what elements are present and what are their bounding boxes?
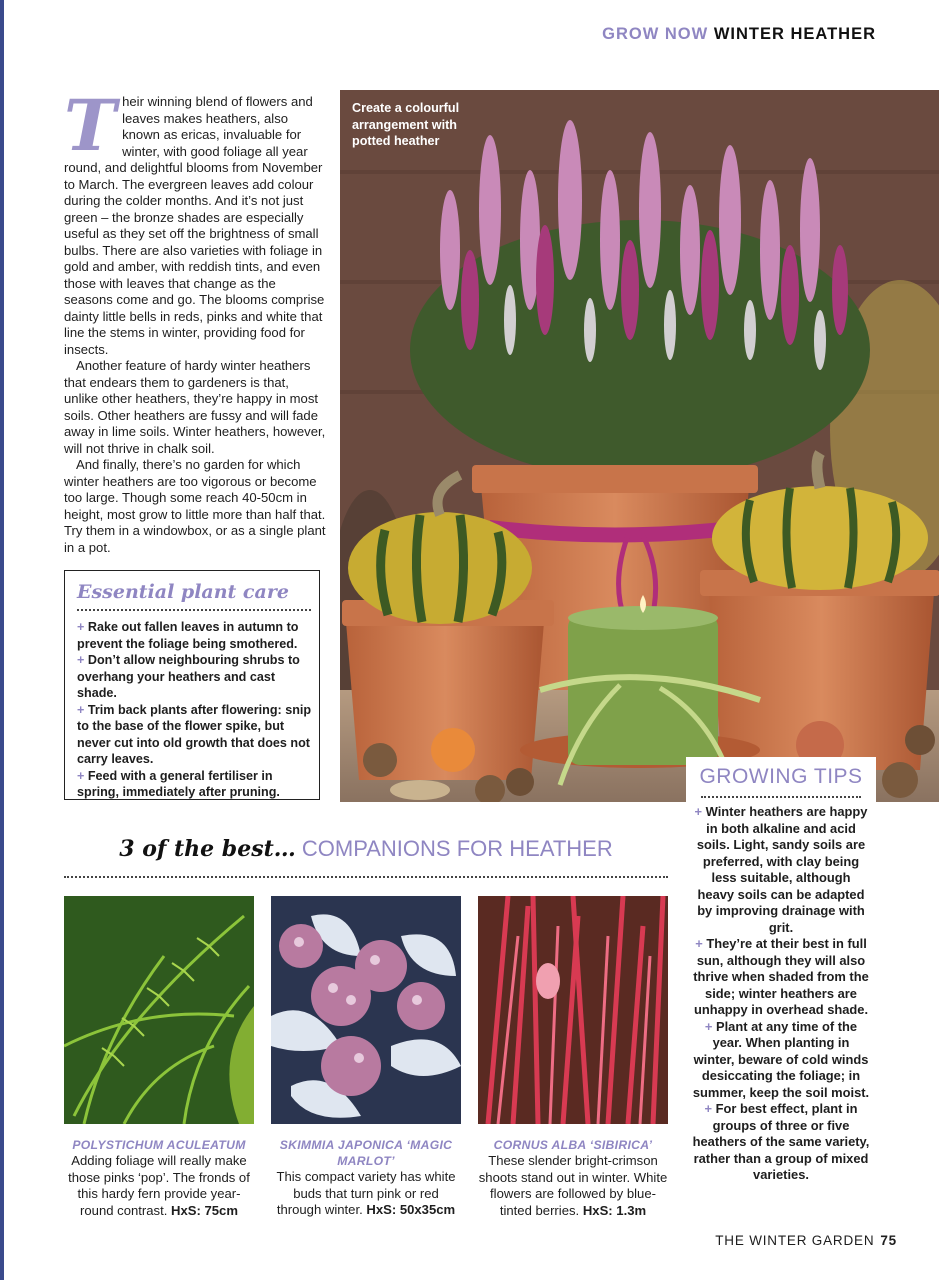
- hero-caption: Create a colourful arrangement with potted heather: [352, 101, 460, 148]
- skimmia-photo: [271, 896, 461, 1124]
- section-label: GROW NOW: [602, 25, 709, 43]
- cornus-illustration: [478, 896, 668, 1124]
- plant-card-polystichum: [64, 896, 254, 1219]
- hero-illustration: [340, 90, 939, 802]
- care-item: [77, 702, 315, 768]
- best-title: COMPANIONS FOR HEATHER: [301, 836, 613, 861]
- page-number: 75: [880, 1233, 897, 1248]
- tip-item: [692, 1019, 870, 1102]
- care-item-text: Don’t allow neighbouring shrubs to overhang your heathers and cast shade.: [77, 653, 300, 700]
- plant-name: SKIMMIA JAPONICA ‘MAGIC MARLOT’: [279, 1138, 453, 1168]
- care-list: [77, 619, 315, 801]
- growing-tips-title: GROWING TIPS: [699, 765, 863, 788]
- plus-bullet-icon: +: [694, 804, 703, 819]
- intro-paragraph-2: Another feature of hardy winter heathers that endears them to gardeners is that, unlike other heathers, they’re happy in most soils. Other heathers are fussy and will fade away in lime soils. Winter heathers, however, will not thrive in chalk soil.: [64, 358, 326, 456]
- intro-paragraph-3: And finally, there’s no garden for which winter heathers are too vigorous or become too large. Though some reach 40-50cm in height, most grow to little more than half that. Try them in a windowbox, or as a single plant in a pot.: [64, 457, 326, 555]
- plant-description: [64, 1153, 254, 1219]
- plant-description: [271, 1169, 461, 1219]
- care-item: [77, 619, 315, 652]
- tip-item-text: Winter heathers are happy in both alkaline and acid soils. Light, sandy soils are preferred, with clay being less suitable, although heavy soils can be adapted by improving drainage with grit.: [696, 804, 868, 935]
- tip-item-text: For best effect, plant in groups of three or five heathers of the same variety, rather than a group of mixed varieties.: [692, 1101, 870, 1182]
- plant-name: CORNUS ALBA ‘SIBIRICA’: [493, 1138, 653, 1152]
- plant-name: POLYSTICHUM ACULEATUM: [72, 1138, 246, 1152]
- care-item-text: Feed with a general fertiliser in spring, immediately after pruning.: [77, 768, 280, 799]
- plus-bullet-icon: +: [704, 1018, 713, 1034]
- intro-paragraph-1: [64, 84, 326, 358]
- plant-size: HxS: 75cm: [171, 1202, 238, 1218]
- tip-item: [692, 804, 870, 936]
- skimmia-illustration: [271, 896, 461, 1124]
- cornus-photo: [478, 896, 668, 1124]
- page-spine-edge: [0, 0, 4, 1280]
- dotted-divider: [701, 796, 861, 798]
- care-item-text: Trim back plants after flowering: snip to the base of the flower spike, but never cut into old growth that does not carry leaves.: [77, 702, 312, 766]
- plus-bullet-icon: +: [77, 768, 85, 783]
- running-head: [602, 25, 876, 44]
- plus-bullet-icon: +: [695, 936, 703, 951]
- intro-text-1: heir winning blend of flowers and leaves makes heathers, also known as ericas, invaluable for winter, with good foliage all year round, and delightful blooms from November to March. The evergreen leaves add colour during the colder months. And it’s not just green – the bronze shades are especially useful as they set off the brightness of small bulbs. There are also varieties with foliage in gold and amber, with reddish tints, and even those with leaves that change as the seasons come and go. The blooms comprise dainty little bells in reds, pinks and white that line the stems in winter, providing food for insects.: [64, 94, 325, 357]
- fern-photo: [64, 896, 254, 1124]
- plant-size: HxS: 1.3m: [582, 1202, 647, 1218]
- tip-item-text: Plant at any time of the year. When planting in winter, beware of cold winds desiccating the foliage; in summer, keep the soil moist.: [692, 1018, 870, 1100]
- plant-size: HxS: 50x35cm: [366, 1202, 456, 1217]
- three-of-the-best-heading: [64, 836, 668, 862]
- plus-bullet-icon: +: [77, 702, 85, 717]
- folio-section: THE WINTER GARDEN: [715, 1233, 875, 1248]
- dotted-divider: [64, 876, 668, 878]
- plant-description-text: This compact variety has white buds that turn pink or red through winter.: [276, 1169, 456, 1217]
- plus-bullet-icon: +: [704, 1101, 713, 1116]
- plant-card-cornus: [478, 896, 668, 1219]
- plant-description: [478, 1153, 668, 1219]
- drop-cap: T: [64, 84, 117, 167]
- fern-illustration: [64, 896, 254, 1124]
- care-box-title: Essential plant care: [77, 581, 289, 603]
- plant-card-skimmia: [271, 896, 461, 1219]
- dotted-divider: [77, 609, 311, 611]
- tip-item-text: They’re at their best in full sun, although they will also thrive when shaded from the side; winter heathers are unhappy in overhead shade.: [693, 936, 869, 1017]
- tip-item: [692, 1101, 870, 1184]
- plant-description-text: Adding foliage will really make those pinks ‘pop’. The fronds of this hardy fern provide year-round contrast.: [68, 1153, 250, 1218]
- hero-photo-heather-arrangement: [340, 90, 939, 802]
- care-item: [77, 768, 315, 801]
- plant-description-text: These slender bright-crimson shoots stand out in winter. White flowers are followed by blue-tinted berries.: [478, 1153, 668, 1218]
- plus-bullet-icon: +: [77, 620, 85, 634]
- page-folio: [715, 1233, 897, 1248]
- article-body: [64, 84, 326, 556]
- best-lead: 3 of the best…: [119, 836, 296, 862]
- growing-tips-box: [686, 757, 876, 1229]
- tips-list: [686, 804, 876, 1184]
- plus-bullet-icon: +: [77, 653, 85, 667]
- care-item-text: Rake out fallen leaves in autumn to prevent the foliage being smothered.: [77, 620, 299, 651]
- care-item: [77, 652, 315, 702]
- section-title: WINTER HEATHER: [713, 25, 876, 43]
- tip-item: [692, 936, 870, 1019]
- essential-plant-care-box: [64, 570, 320, 800]
